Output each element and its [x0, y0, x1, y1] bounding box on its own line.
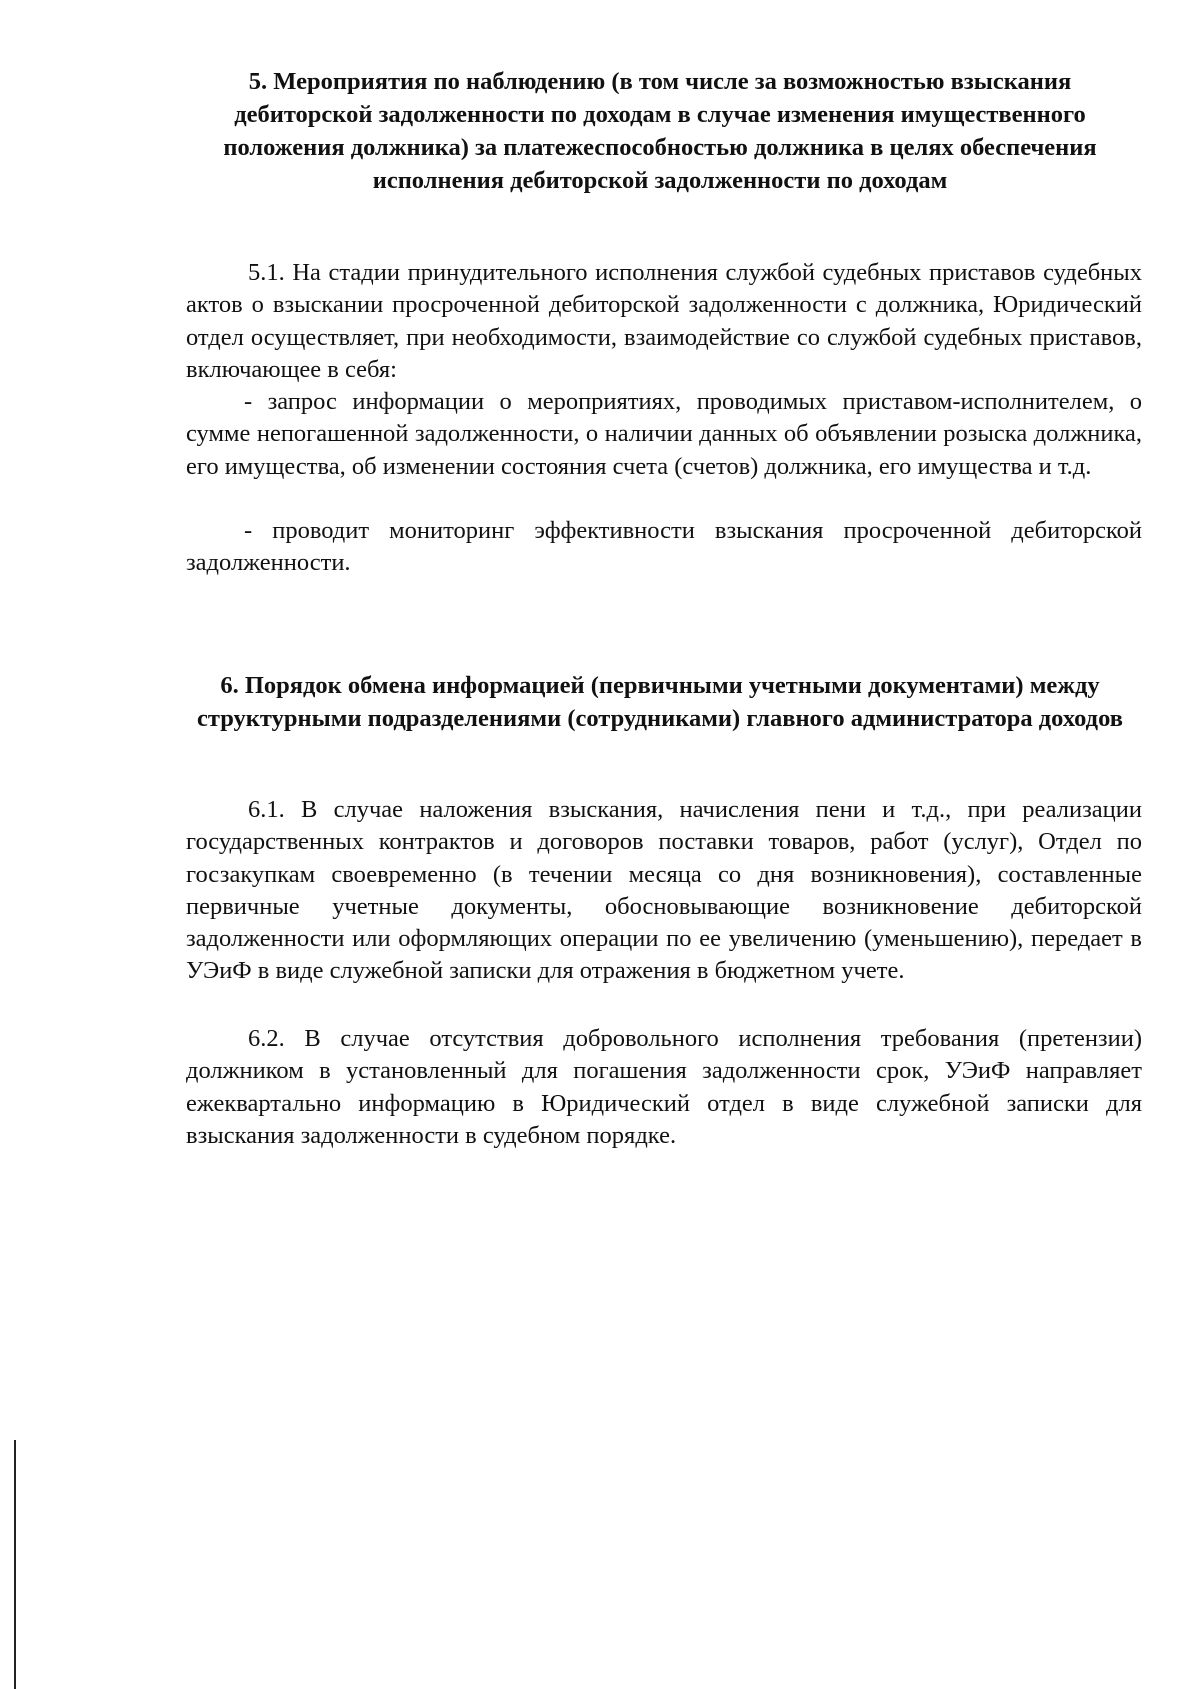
list-item-request-info: - запрос информации о мероприятиях, проводимых приставом-исполнителем, о сумме непогашенной задолженности, о наличии данных об объявлении розыска должника, его имущества, об изменении состояния счета (счетов) должника, его имущества и т.д. — [186, 388, 1142, 480]
paragraph-6-2: 6.2. В случае отсутствия добровольного исполнения требования (претензии) должником в установленный для погашения задолженности срок, УЭиФ направляет ежеквартально информацию в Юридический отдел в виде служебной записки для взыскания задолженности в судебном порядке. — [186, 1025, 1142, 1149]
paragraph-6-1: 6.1. В случае наложения взыскания, начисления пени и т.д., при реализации государственных контрактов и договоров поставки товаров, работ (услуг), Отдел по госзакупкам своевременно (в течении месяца со дня возникновения), составленные первичные учетные документы, обосновывающие возникновение дебиторской задолженности или оформляющих операции по ее увеличению (уменьшению), передает в УЭиФ в виде служебной записки для отражения в бюджетном учете. — [186, 796, 1142, 985]
scan-edge-line — [14, 1440, 16, 1689]
section-5-heading: 5. Мероприятия по наблюдению (в том числе за возможностью взыскания дебиторской задолженности по доходам в случае изменения имущественного положения должника) за платежеспособностью должника в целях обеспечения исполнения дебиторской задолженности по доходам — [223, 68, 1097, 194]
list-item-monitoring: - проводит мониторинг эффективности взыскания просроченной дебиторской задолженности. — [186, 517, 1142, 577]
section-6-heading: 6. Порядок обмена информацией (первичными учетными документами) между структурными подразделениями (сотрудниками) главного администратора доходов — [197, 672, 1123, 732]
paragraph-5-1: 5.1. На стадии принудительного исполнения службой судебных приставов судебных актов о взыскании просроченной дебиторской задолженности с должника, Юридический отдел осуществляет, при необходимости, взаимодействие со службой судебных приставов, включающее в себя: — [186, 259, 1142, 383]
